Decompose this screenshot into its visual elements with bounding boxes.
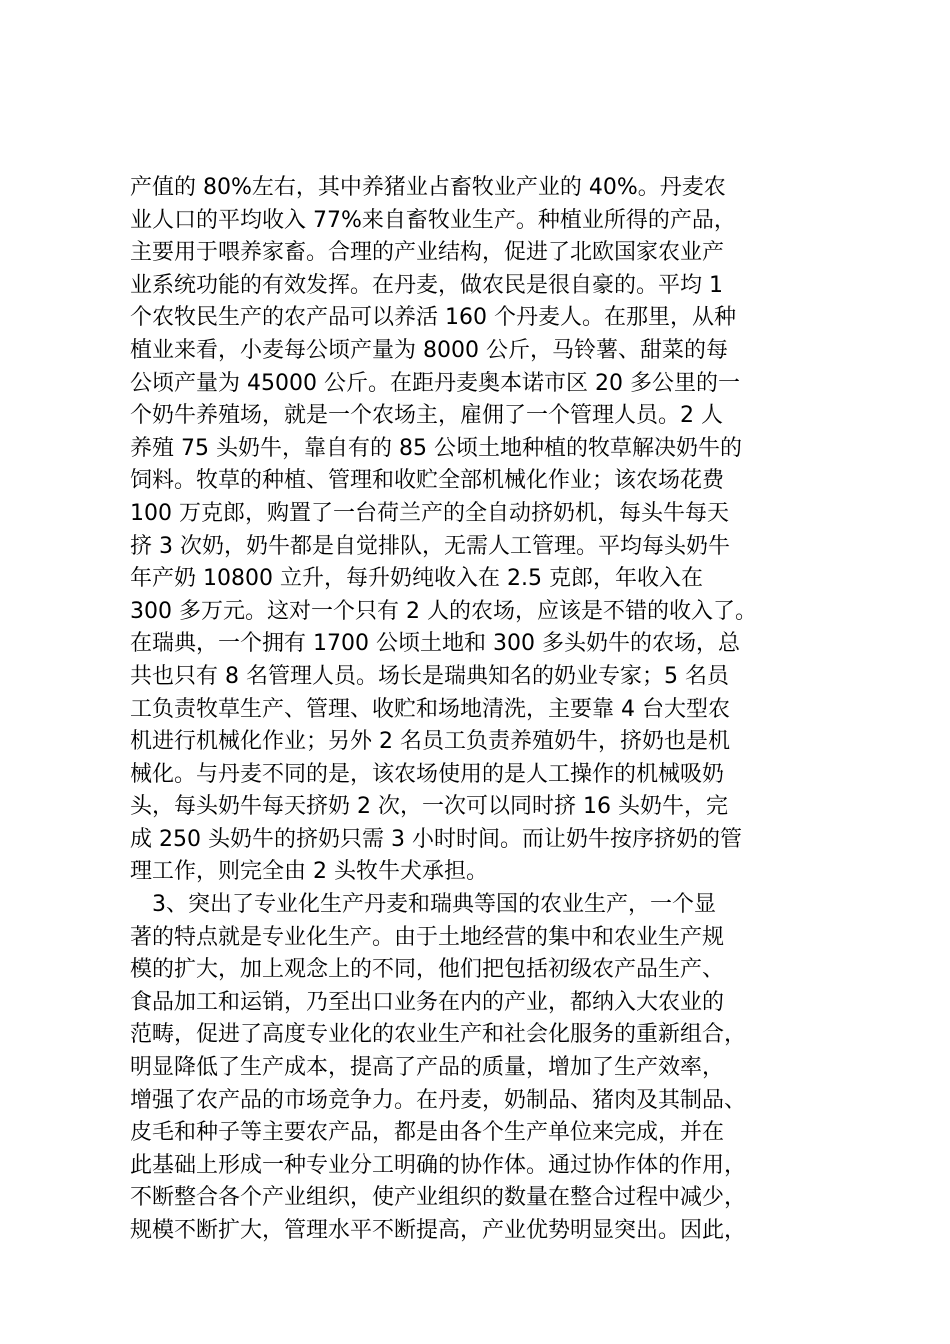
text-line-12: 挤 3 次奶，奶牛都是自觉排队，无需人工管理。平均每头奶牛 [130,533,730,559]
text-line-22: 理工作，则完全由 2 头牧牛犬承担。 [130,859,488,885]
text-line-31: 此基础上形成一种专业分工明确的协作体。通过协作体的作用， [130,1152,747,1178]
text-line-21: 成 250 头奶牛的挤奶只需 3 小时时间。而让奶牛按序挤奶的管 [130,826,742,852]
text-line-32: 不断整合各个产业组织，使产业组织的数量在整合过程中减少， [130,1185,747,1211]
text-line-11: 100 万克郎，购置了一台荷兰产的全自动挤奶机，每头牛每天 [130,500,729,526]
text-line-14: 300 多万元。这对一个只有 2 人的农场，应该是不错的收入了。 [130,598,757,624]
text-line-10: 饲料。牧草的种植、管理和收贮全部机械化作业；该农场花费 [130,468,725,494]
text-line-18: 机进行机械化作业；另外 2 名员工负责养殖奶牛，挤奶也是机 [130,729,730,755]
text-line-3: 主要用于喂养家畜。合理的产业结构，促进了北欧国家农业产 [130,240,725,266]
text-line-28: 明显降低了生产成本，提高了产品的质量，增加了生产效率， [130,1055,725,1081]
text-line-17: 工负责牧草生产、管理、收贮和场地清洗，主要靠 4 台大型农 [130,696,730,722]
text-line-15: 在瑞典，一个拥有 1700 公顷土地和 300 多头奶牛的农场，总 [130,631,740,657]
text-line-4: 业系统功能的有效发挥。在丹麦，做农民是很自豪的。平均 1 [130,272,723,298]
text-line-5: 个农牧民生产的农产品可以养活 160 个丹麦人。在那里，从种 [130,305,736,331]
text-line-8: 个奶牛养殖场，就是一个农场主，雇佣了一个管理人员。2 人 [130,403,723,429]
text-line-2: 业人口的平均收入 77%来自畜牧业生产。种植业所得的产品， [130,207,736,233]
text-line-24: 著的特点就是专业化生产。由于土地经营的集中和农业生产规 [130,924,725,950]
document-body [130,172,850,1248]
text-line-16: 共也只有 8 名管理人员。场长是瑞典知名的奶业专家；5 名员 [130,663,729,689]
text-line-13: 年产奶 10800 立升，每升奶纯收入在 2.5 克郎，年收入在 [130,566,703,592]
text-line-19: 械化。与丹麦不同的是，该农场使用的是人工操作的机械吸奶 [130,761,725,787]
text-line-26: 食品加工和运销，乃至出口业务在内的产业，都纳入大农业的 [130,989,725,1015]
text-line-29: 增强了农产品的市场竞争力。在丹麦，奶制品、猪肉及其制品、 [130,1087,747,1113]
text-line-20: 头，每头奶牛每天挤奶 2 次，一次可以同时挤 16 头奶牛，完 [130,794,728,820]
text-line-33: 规模不断扩大，管理水平不断提高，产业优势明显突出。因此， [130,1218,747,1243]
text-line-7: 公顷产量为 45000 公斤。在距丹麦奥本诺市区 20 多公里的一 [130,370,740,396]
text-line-9: 养殖 75 头奶牛，靠自有的 85 公顷土地种植的牧草解决奶牛的 [130,435,742,461]
text-line-25: 模的扩大，加上观念上的不同，他们把包括初级农产品生产、 [130,957,725,983]
text-line-1: 产值的 80%左右，其中养猪业占畜牧业产业的 40%。丹麦农 [130,175,726,200]
text-line-6: 植业来看，小麦每公顷产量为 8000 公斤，马铃薯、甜菜的每 [130,337,728,363]
text-line-27: 范畴，促进了高度专业化的农业生产和社会化服务的重新组合， [130,1022,747,1048]
text-line-30: 皮毛和种子等主要农产品，都是由各个生产单位来完成，并在 [130,1120,725,1146]
section-heading-line: 3、突出了专业化生产丹麦和瑞典等国的农业生产，一个显 [152,892,716,918]
